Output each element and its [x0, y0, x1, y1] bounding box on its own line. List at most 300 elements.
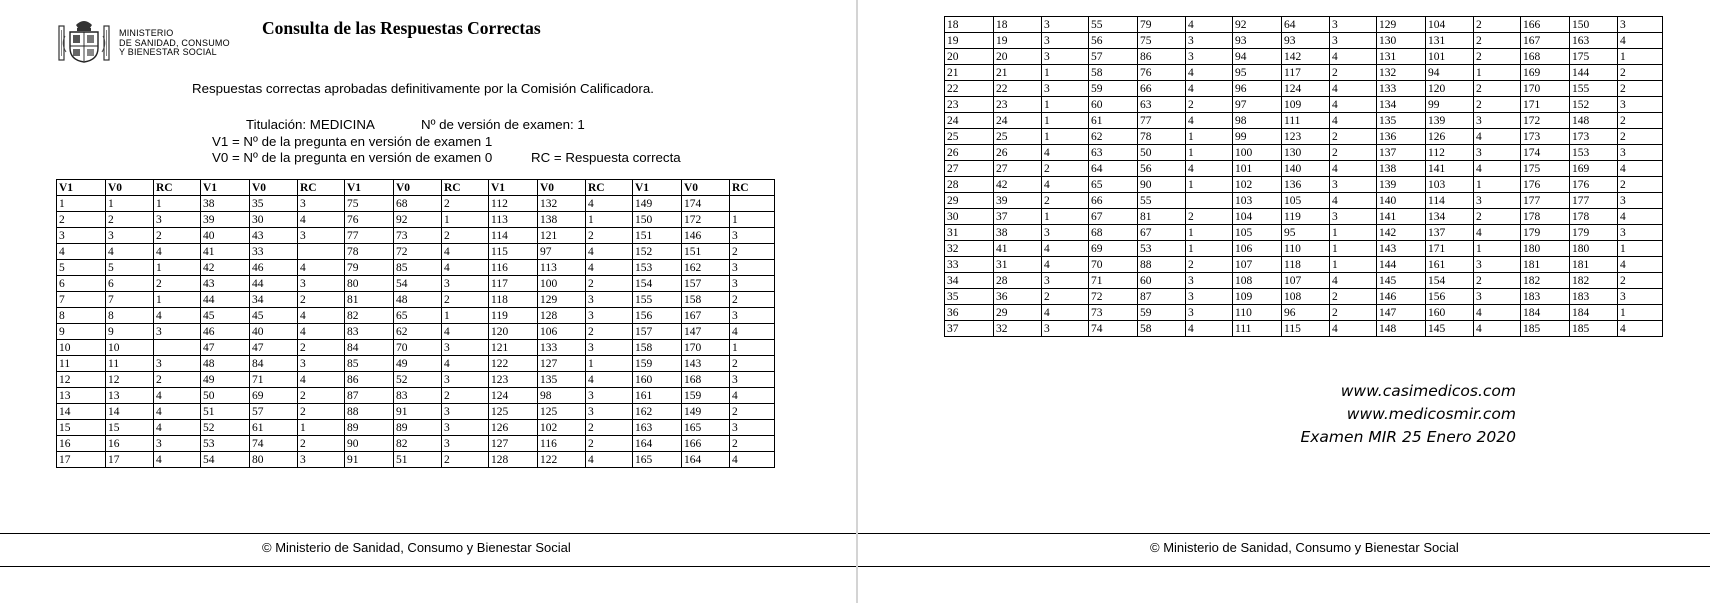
table-cell: 160 [1426, 305, 1474, 321]
table-cell: 185 [1570, 321, 1618, 337]
table-cell: 4 [154, 388, 201, 404]
table-cell: 3 [730, 228, 775, 244]
table-cell: 2 [1618, 113, 1663, 129]
table-row [945, 273, 1663, 289]
table-cell: 60 [1138, 273, 1186, 289]
table-cell: 2 [1618, 273, 1663, 289]
table-cell: 94 [1426, 65, 1474, 81]
table-cell: 100 [538, 276, 586, 292]
table-cell: 30 [250, 212, 298, 228]
table-cell: 150 [1570, 17, 1618, 33]
table-cell: 73 [394, 228, 442, 244]
table-cell: 144 [1570, 65, 1618, 81]
table-cell: 4 [1618, 209, 1663, 225]
table-cell: 150 [633, 212, 682, 228]
table-cell: 40 [250, 324, 298, 340]
table-cell: 3 [154, 212, 201, 228]
table-cell: 39 [994, 193, 1042, 209]
table-cell: 66 [1089, 193, 1138, 209]
column-header: RC [586, 180, 633, 196]
table-cell: 1 [298, 420, 345, 436]
table-cell: 4 [442, 356, 489, 372]
table-cell: 1 [106, 196, 154, 212]
column-header: V0 [682, 180, 730, 196]
table-cell: 2 [442, 388, 489, 404]
table-cell: 171 [1521, 97, 1570, 113]
table-cell: 4 [154, 244, 201, 260]
table-cell: 1 [730, 340, 775, 356]
table-cell: 4 [1186, 17, 1233, 33]
table-row [945, 305, 1663, 321]
table-cell: 74 [1089, 321, 1138, 337]
table-cell: 33 [250, 244, 298, 260]
table-cell: 12 [57, 372, 106, 388]
table-cell: 77 [345, 228, 394, 244]
table-cell: 43 [201, 276, 250, 292]
table-cell [730, 196, 775, 212]
table-row [945, 225, 1663, 241]
table-cell: 85 [394, 260, 442, 276]
table-cell: 104 [1426, 17, 1474, 33]
table-cell: 182 [1521, 273, 1570, 289]
table-cell: 126 [489, 420, 538, 436]
table-cell: 174 [1521, 145, 1570, 161]
table-cell: 2 [586, 276, 633, 292]
table-cell: 3 [1474, 289, 1521, 305]
table-cell: 133 [538, 340, 586, 356]
table-cell: 155 [1570, 81, 1618, 97]
table-cell: 1 [586, 356, 633, 372]
table-cell: 4 [1474, 161, 1521, 177]
table-cell: 34 [945, 273, 994, 289]
table-cell: 2 [586, 324, 633, 340]
table-cell: 133 [1377, 81, 1426, 97]
table-cell: 130 [1377, 33, 1426, 49]
table-cell: 110 [1233, 305, 1282, 321]
table-row [57, 228, 775, 244]
table-cell: 53 [201, 436, 250, 452]
footer-copyright: © Ministerio de Sanidad, Consumo y Bienestar Social [1150, 540, 1459, 555]
table-cell: 5 [57, 260, 106, 276]
table-cell: 4 [106, 244, 154, 260]
table-cell: 98 [538, 388, 586, 404]
table-cell: 89 [345, 420, 394, 436]
table-row [57, 420, 775, 436]
table-row [57, 292, 775, 308]
table-cell: 36 [945, 305, 994, 321]
table-cell: 33 [945, 257, 994, 273]
table-cell: 77 [1138, 113, 1186, 129]
table-cell: 140 [1377, 193, 1426, 209]
table-cell: 3 [1618, 145, 1663, 161]
table-cell: 29 [994, 305, 1042, 321]
table-cell: 3 [1042, 33, 1089, 49]
table-cell: 2 [106, 212, 154, 228]
table-cell: 161 [633, 388, 682, 404]
table-cell: 87 [345, 388, 394, 404]
table-cell: 74 [250, 436, 298, 452]
table-cell: 4 [1330, 81, 1377, 97]
table-cell: 31 [994, 257, 1042, 273]
table-cell: 4 [154, 404, 201, 420]
table-cell: 1 [154, 292, 201, 308]
table-cell: 3 [1330, 177, 1377, 193]
table-cell: 62 [394, 324, 442, 340]
table-cell: 84 [345, 340, 394, 356]
table-cell: 3 [57, 228, 106, 244]
table-cell: 35 [250, 196, 298, 212]
table-cell: 68 [394, 196, 442, 212]
table-cell: 21 [994, 65, 1042, 81]
table-cell: 184 [1570, 305, 1618, 321]
table-row [57, 324, 775, 340]
table-cell: 61 [250, 420, 298, 436]
table-cell: 4 [1330, 97, 1377, 113]
table-cell: 28 [994, 273, 1042, 289]
table-cell: 104 [1233, 209, 1282, 225]
table-cell: 3 [298, 452, 345, 468]
table-cell: 148 [1570, 113, 1618, 129]
table-cell: 64 [1282, 17, 1330, 33]
table-header-row [57, 180, 775, 196]
table-cell: 142 [1377, 225, 1426, 241]
table-cell: 116 [538, 436, 586, 452]
table-cell: 148 [1377, 321, 1426, 337]
table-cell: 2 [1474, 209, 1521, 225]
table-cell: 72 [394, 244, 442, 260]
table-cell: 3 [442, 404, 489, 420]
table-cell: 4 [586, 196, 633, 212]
table-cell: 2 [57, 212, 106, 228]
table-cell: 2 [298, 404, 345, 420]
table-cell: 123 [489, 372, 538, 388]
table-cell: 2 [1330, 129, 1377, 145]
table-cell: 180 [1521, 241, 1570, 257]
table-cell: 19 [994, 33, 1042, 49]
table-cell: 59 [1089, 81, 1138, 97]
table-cell: 166 [682, 436, 730, 452]
table-cell: 158 [682, 292, 730, 308]
table-cell: 82 [394, 436, 442, 452]
table-cell: 48 [201, 356, 250, 372]
table-row [57, 388, 775, 404]
table-cell: 165 [682, 420, 730, 436]
table-cell: 106 [538, 324, 586, 340]
table-cell: 31 [945, 225, 994, 241]
table-cell: 110 [1282, 241, 1330, 257]
table-cell: 159 [682, 388, 730, 404]
coat-of-arms-icon [57, 16, 111, 64]
table-cell: 19 [945, 33, 994, 49]
table-cell: 50 [1138, 145, 1186, 161]
legend-v1: V1 = Nº de la pregunta en versión de examen 1 [212, 134, 493, 149]
table-row [945, 65, 1663, 81]
table-cell: 106 [1233, 241, 1282, 257]
table-cell: 57 [250, 404, 298, 420]
table-cell: 149 [682, 404, 730, 420]
table-cell: 1 [1042, 209, 1089, 225]
table-cell: 158 [633, 340, 682, 356]
table-cell: 3 [1474, 113, 1521, 129]
table-cell [298, 244, 345, 260]
table-row [945, 257, 1663, 273]
table-cell: 152 [633, 244, 682, 260]
table-cell: 4 [1618, 321, 1663, 337]
table-cell: 103 [1426, 177, 1474, 193]
page-title: Consulta de las Respuestas Correctas [262, 18, 541, 38]
table-cell: 122 [489, 356, 538, 372]
table-cell: 127 [489, 436, 538, 452]
table-cell: 170 [1521, 81, 1570, 97]
table-cell: 114 [489, 228, 538, 244]
watermark [1300, 380, 1516, 449]
table-row [945, 289, 1663, 305]
table-cell: 96 [1233, 81, 1282, 97]
table-cell: 2 [1474, 97, 1521, 113]
table-cell: 120 [1426, 81, 1474, 97]
table-cell: 8 [106, 308, 154, 324]
table-cell: 79 [1138, 17, 1186, 33]
table-cell: 97 [538, 244, 586, 260]
column-header: RC [298, 180, 345, 196]
table-cell: 27 [945, 161, 994, 177]
table-cell: 4 [1042, 241, 1089, 257]
table-cell: 116 [489, 260, 538, 276]
table-cell: 6 [106, 276, 154, 292]
table-cell: 146 [682, 228, 730, 244]
table-cell: 84 [250, 356, 298, 372]
table-cell: 59 [1138, 305, 1186, 321]
table-cell: 68 [1089, 225, 1138, 241]
footer-copyright: © Ministerio de Sanidad, Consumo y Bienestar Social [262, 540, 571, 555]
table-cell: 3 [1186, 49, 1233, 65]
table-cell: 108 [1282, 289, 1330, 305]
table-row [57, 404, 775, 420]
ministry-logo [57, 16, 230, 64]
table-cell: 176 [1570, 177, 1618, 193]
table-row [57, 356, 775, 372]
table-cell: 42 [201, 260, 250, 276]
watermark-line-1: www.casimedicos.com [1340, 382, 1516, 400]
table-cell: 86 [1138, 49, 1186, 65]
table-cell: 1 [1474, 65, 1521, 81]
table-cell: 88 [1138, 257, 1186, 273]
table-cell: 69 [250, 388, 298, 404]
table-cell: 103 [1233, 193, 1282, 209]
table-cell: 4 [1330, 161, 1377, 177]
table-cell: 86 [345, 372, 394, 388]
table-cell: 78 [1138, 129, 1186, 145]
table-cell: 21 [945, 65, 994, 81]
table-cell: 83 [394, 388, 442, 404]
table-row [57, 436, 775, 452]
table-cell: 107 [1282, 273, 1330, 289]
table-cell: 1 [154, 260, 201, 276]
table-cell: 1 [1042, 97, 1089, 113]
table-cell: 128 [538, 308, 586, 324]
table-cell: 146 [1377, 289, 1426, 305]
table-cell: 8 [57, 308, 106, 324]
table-cell: 2 [730, 292, 775, 308]
table-cell: 52 [394, 372, 442, 388]
table-cell: 46 [201, 324, 250, 340]
table-cell: 1 [730, 212, 775, 228]
table-cell: 172 [682, 212, 730, 228]
table-cell: 4 [442, 244, 489, 260]
column-header: V0 [394, 180, 442, 196]
table-cell: 138 [1377, 161, 1426, 177]
column-header: RC [442, 180, 489, 196]
table-cell: 121 [489, 340, 538, 356]
table-cell: 115 [489, 244, 538, 260]
table-row [57, 308, 775, 324]
table-cell: 2 [730, 436, 775, 452]
table-cell: 85 [345, 356, 394, 372]
table-cell: 122 [538, 452, 586, 468]
table-cell: 1 [57, 196, 106, 212]
table-cell: 3 [1618, 193, 1663, 209]
table-cell: 87 [1138, 289, 1186, 305]
table-cell: 153 [633, 260, 682, 276]
legend-rc: RC = Respuesta correcta [531, 150, 681, 165]
table-cell: 3 [1042, 81, 1089, 97]
table-cell: 2 [154, 228, 201, 244]
table-cell: 127 [538, 356, 586, 372]
table-cell: 3 [442, 420, 489, 436]
table-cell: 2 [1042, 161, 1089, 177]
table-cell: 2 [1618, 177, 1663, 193]
table-cell: 3 [730, 308, 775, 324]
table-cell: 164 [682, 452, 730, 468]
table-cell: 32 [945, 241, 994, 257]
table-cell: 154 [633, 276, 682, 292]
table-cell: 3 [1042, 17, 1089, 33]
table-cell: 41 [994, 241, 1042, 257]
table-cell: 4 [1186, 113, 1233, 129]
table-cell: 30 [945, 209, 994, 225]
ministry-logo-text [119, 29, 230, 58]
table-cell: 169 [1570, 161, 1618, 177]
table-cell: 135 [538, 372, 586, 388]
table-cell: 64 [1089, 161, 1138, 177]
table-cell: 23 [994, 97, 1042, 113]
table-cell: 147 [682, 324, 730, 340]
table-cell: 91 [394, 404, 442, 420]
table-cell: 113 [538, 260, 586, 276]
titulacion-label: Titulación: MEDICINA [246, 117, 375, 132]
table-cell: 145 [1426, 321, 1474, 337]
table-cell: 75 [1138, 33, 1186, 49]
table-cell: 138 [538, 212, 586, 228]
page-subtitle: Respuestas correctas aprobadas definitivamente por la Comisión Calificadora. [192, 81, 654, 96]
table-cell: 132 [538, 196, 586, 212]
table-cell: 1 [586, 212, 633, 228]
table-cell: 118 [489, 292, 538, 308]
table-cell: 73 [1089, 305, 1138, 321]
table-row [945, 241, 1663, 257]
footer-rule-top [858, 533, 1710, 534]
table-cell: 179 [1521, 225, 1570, 241]
table-cell: 173 [1521, 129, 1570, 145]
table-cell: 2 [1042, 193, 1089, 209]
table-cell: 92 [1233, 17, 1282, 33]
table-cell: 2 [1186, 209, 1233, 225]
table-cell: 83 [345, 324, 394, 340]
table-cell: 134 [1377, 97, 1426, 113]
table-cell: 2 [730, 404, 775, 420]
table-cell: 69 [1089, 241, 1138, 257]
table-cell: 135 [1377, 113, 1426, 129]
table-cell: 152 [1570, 97, 1618, 113]
table-row [57, 372, 775, 388]
table-cell: 101 [1233, 161, 1282, 177]
table-cell: 6 [57, 276, 106, 292]
table-cell: 11 [57, 356, 106, 372]
table-cell: 4 [1330, 273, 1377, 289]
table-cell: 55 [1089, 17, 1138, 33]
table-cell: 2 [1618, 81, 1663, 97]
table-cell: 131 [1377, 49, 1426, 65]
table-cell: 176 [1521, 177, 1570, 193]
table-cell: 95 [1233, 65, 1282, 81]
table-cell: 4 [1042, 177, 1089, 193]
table-cell: 70 [394, 340, 442, 356]
table-cell: 4 [730, 388, 775, 404]
table-cell: 132 [1377, 65, 1426, 81]
table-cell: 4 [1042, 257, 1089, 273]
table-cell: 163 [1570, 33, 1618, 49]
table-cell: 3 [1186, 289, 1233, 305]
table-cell: 1 [1186, 225, 1233, 241]
table-cell: 149 [633, 196, 682, 212]
table-cell: 182 [1570, 273, 1618, 289]
table-cell: 3 [442, 340, 489, 356]
table-cell: 65 [394, 308, 442, 324]
answers-table-right [944, 16, 1663, 337]
table-cell: 2 [586, 420, 633, 436]
table-cell: 1 [1042, 129, 1089, 145]
table-cell: 173 [1570, 129, 1618, 145]
table-cell: 3 [1186, 273, 1233, 289]
table-row [945, 129, 1663, 145]
table-cell: 129 [1377, 17, 1426, 33]
logo-line-2: DE SANIDAD, CONSUMO [119, 37, 230, 48]
table-cell: 142 [1282, 49, 1330, 65]
table-row [945, 193, 1663, 209]
table-cell: 141 [1426, 161, 1474, 177]
table-cell: 72 [1089, 289, 1138, 305]
table-cell: 2 [1474, 49, 1521, 65]
table-row [57, 244, 775, 260]
table-cell: 177 [1521, 193, 1570, 209]
table-cell: 123 [1282, 129, 1330, 145]
table-cell: 7 [57, 292, 106, 308]
table-cell: 102 [538, 420, 586, 436]
table-cell: 4 [1330, 49, 1377, 65]
table-cell: 51 [394, 452, 442, 468]
column-header: RC [730, 180, 775, 196]
table-cell: 4 [1330, 193, 1377, 209]
table-cell: 1 [442, 308, 489, 324]
table-cell: 1 [1330, 225, 1377, 241]
table-cell: 107 [1233, 257, 1282, 273]
table-cell: 137 [1426, 225, 1474, 241]
table-cell: 3 [1186, 33, 1233, 49]
table-cell: 115 [1282, 321, 1330, 337]
table-cell: 47 [250, 340, 298, 356]
table-cell: 88 [345, 404, 394, 420]
table-cell: 4 [57, 244, 106, 260]
